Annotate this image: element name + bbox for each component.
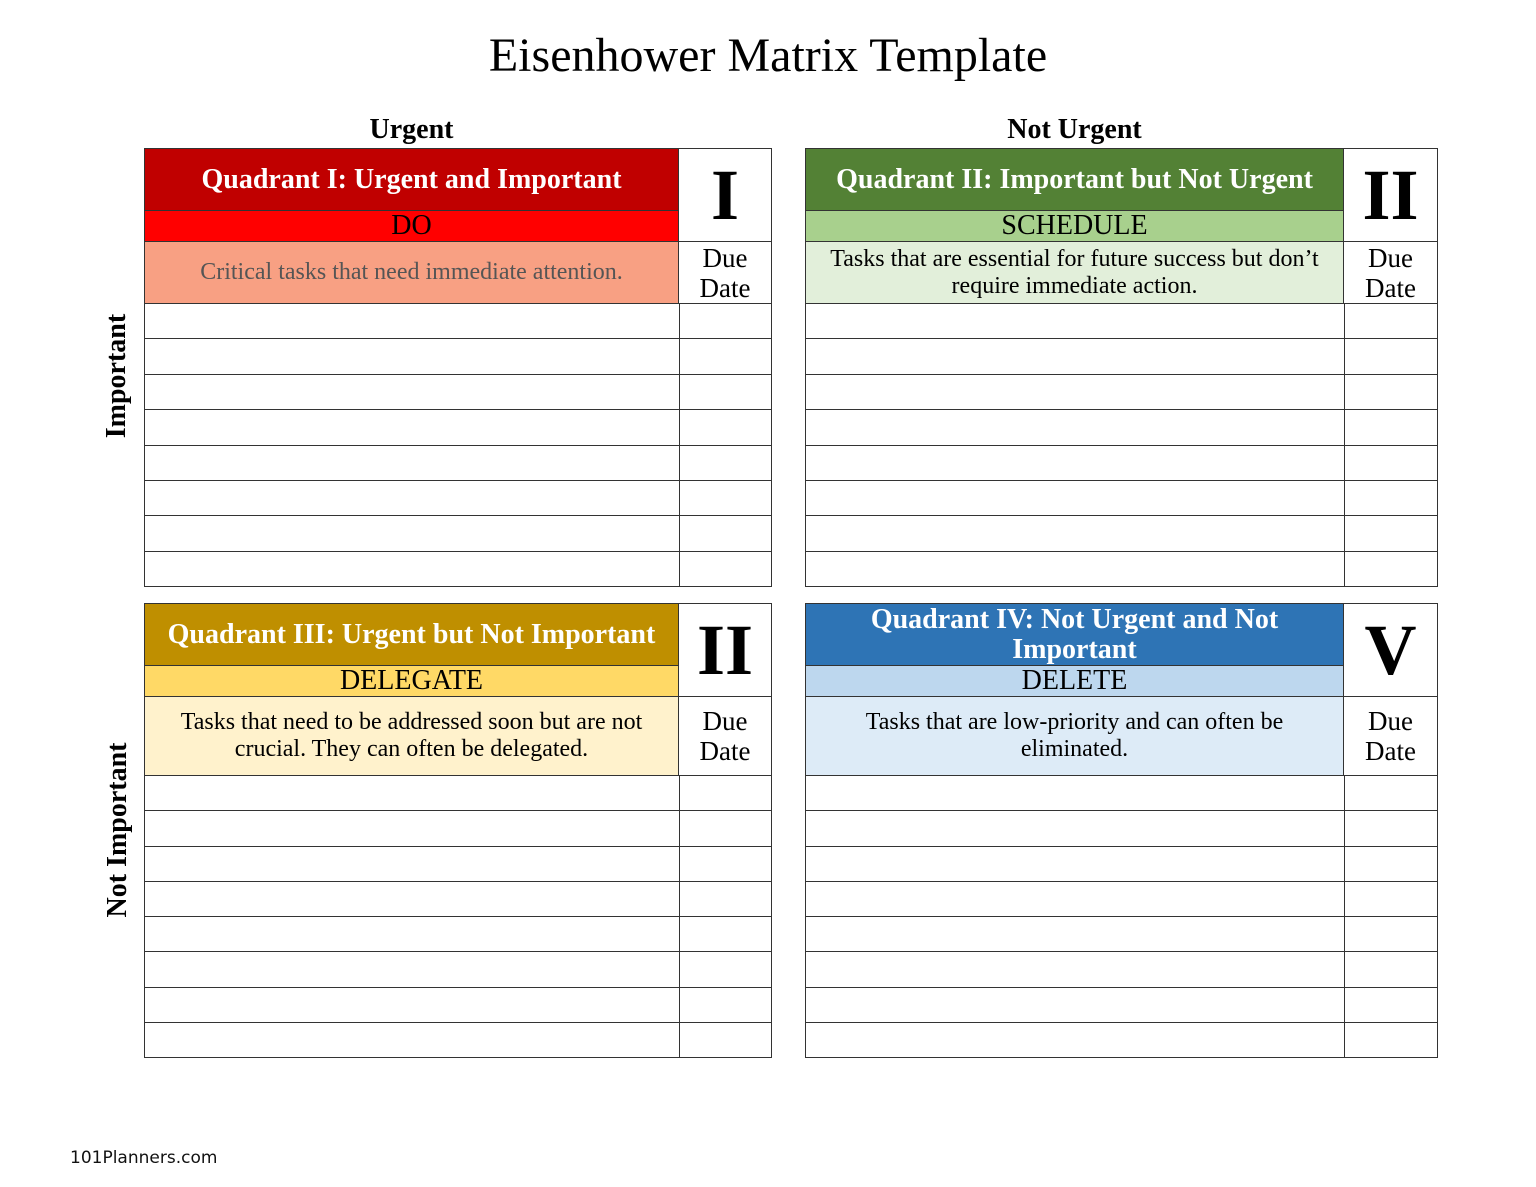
task-input[interactable] [806,410,1345,444]
task-row [806,481,1437,516]
task-row [145,847,771,882]
task-row [806,882,1437,917]
task-input[interactable] [145,552,680,587]
quadrant-numeral: II [679,603,772,697]
task-row [806,1023,1437,1058]
due-date-input[interactable] [1345,446,1437,480]
due-date-input[interactable] [1345,304,1437,338]
task-row [145,552,771,587]
due-date-input[interactable] [680,988,771,1022]
task-row [806,516,1437,551]
due-date-input[interactable] [680,339,771,373]
task-input[interactable] [145,375,680,409]
due-date-header: Due Date [679,242,772,304]
quadrant-action-label: DO [144,211,679,242]
task-input[interactable] [145,304,680,338]
due-date-input[interactable] [1345,952,1437,986]
quadrant-title: Quadrant I: Urgent and Important [144,148,679,211]
quadrant-action-label: DELEGATE [144,666,679,697]
due-date-input[interactable] [1345,882,1437,916]
due-date-header: Due Date [679,697,772,776]
task-row [806,952,1437,987]
due-date-input[interactable] [1345,811,1437,845]
quadrant-numeral: V [1344,603,1438,697]
due-date-input[interactable] [680,1023,771,1058]
task-row [145,952,771,987]
task-input[interactable] [806,882,1345,916]
task-row [806,410,1437,445]
task-row [806,988,1437,1023]
task-input[interactable] [806,516,1345,550]
due-date-input[interactable] [1345,1023,1437,1058]
due-date-input[interactable] [680,917,771,951]
due-date-input[interactable] [680,516,771,550]
due-date-input[interactable] [680,811,771,845]
task-input[interactable] [806,446,1345,480]
task-input[interactable] [806,776,1345,810]
due-date-input[interactable] [680,481,771,515]
task-rows [805,776,1438,1058]
task-row [145,811,771,846]
due-date-input[interactable] [680,304,771,338]
due-date-input[interactable] [680,776,771,810]
row-label-not-important: Not Important [102,742,133,918]
due-date-input[interactable] [680,446,771,480]
due-date-input[interactable] [680,847,771,881]
column-label-urgent: Urgent [369,114,454,145]
footer-site-credit: 101Planners.com [70,1148,218,1168]
task-input[interactable] [145,410,680,444]
task-input[interactable] [806,375,1345,409]
task-input[interactable] [145,988,680,1022]
task-row [145,446,771,481]
task-input[interactable] [145,446,680,480]
due-date-input[interactable] [680,410,771,444]
quadrant-description: Tasks that need to be addressed soon but are not crucial. They can often be delegated. [144,697,679,776]
task-input[interactable] [145,1023,680,1058]
task-input[interactable] [145,952,680,986]
task-input[interactable] [806,952,1345,986]
task-row [145,1023,771,1058]
quadrant-title: Quadrant IV: Not Urgent and Not Important [805,603,1344,666]
task-row [806,304,1437,339]
task-rows [805,304,1438,587]
due-date-input[interactable] [1345,552,1437,587]
quadrant-4-delete [805,603,1438,1058]
quadrant-numeral: II [1344,148,1438,242]
due-date-input[interactable] [1345,339,1437,373]
task-input[interactable] [806,917,1345,951]
quadrant-numeral: I [679,148,772,242]
task-input[interactable] [806,339,1345,373]
task-input[interactable] [145,917,680,951]
due-date-input[interactable] [680,882,771,916]
task-row [806,811,1437,846]
due-date-input[interactable] [680,375,771,409]
task-input[interactable] [145,481,680,515]
task-row [145,339,771,374]
task-row [806,847,1437,882]
task-input[interactable] [806,1023,1345,1058]
task-row [145,304,771,339]
due-date-input[interactable] [1345,776,1437,810]
row-label-important: Important [101,313,132,439]
task-input[interactable] [806,481,1345,515]
quadrant-title: Quadrant II: Important but Not Urgent [805,148,1344,211]
task-input[interactable] [806,304,1345,338]
page-title: Eisenhower Matrix Template [488,29,1048,82]
task-row [806,339,1437,374]
task-rows [144,776,772,1058]
quadrant-title: Quadrant III: Urgent but Not Important [144,603,679,666]
due-date-input[interactable] [1345,481,1437,515]
task-input[interactable] [145,516,680,550]
task-row [806,446,1437,481]
task-row [145,917,771,952]
due-date-input[interactable] [1345,988,1437,1022]
task-row [145,516,771,551]
task-input[interactable] [145,847,680,881]
due-date-header: Due Date [1344,242,1438,304]
task-row [806,917,1437,952]
task-row [806,375,1437,410]
quadrant-1-do [144,148,772,587]
task-input[interactable] [145,811,680,845]
task-input[interactable] [806,988,1345,1022]
due-date-input[interactable] [1345,516,1437,550]
quadrant-2-schedule [805,148,1438,587]
task-row [145,776,771,811]
task-input[interactable] [806,811,1345,845]
task-row [806,776,1437,811]
task-input[interactable] [145,882,680,916]
due-date-input[interactable] [1345,847,1437,881]
task-row [145,375,771,410]
task-input[interactable] [806,552,1345,587]
column-label-not-urgent: Not Urgent [1007,114,1142,145]
task-input[interactable] [806,847,1345,881]
task-row [145,988,771,1023]
due-date-input[interactable] [1345,375,1437,409]
task-row [806,552,1437,587]
task-row [145,882,771,917]
task-row [145,481,771,516]
quadrant-description: Tasks that are essential for future success but don’t require immediate action. [805,242,1344,304]
task-input[interactable] [145,339,680,373]
task-rows [144,304,772,587]
due-date-input[interactable] [1345,410,1437,444]
quadrant-3-delegate [144,603,772,1058]
task-input[interactable] [145,776,680,810]
due-date-input[interactable] [680,952,771,986]
due-date-header: Due Date [1344,697,1438,776]
quadrant-action-label: DELETE [805,666,1344,697]
quadrant-description: Critical tasks that need immediate attention. [144,242,679,304]
due-date-input[interactable] [680,552,771,587]
task-row [145,410,771,445]
due-date-input[interactable] [1345,917,1437,951]
quadrant-action-label: SCHEDULE [805,211,1344,242]
quadrant-description: Tasks that are low-priority and can often be eliminated. [805,697,1344,776]
